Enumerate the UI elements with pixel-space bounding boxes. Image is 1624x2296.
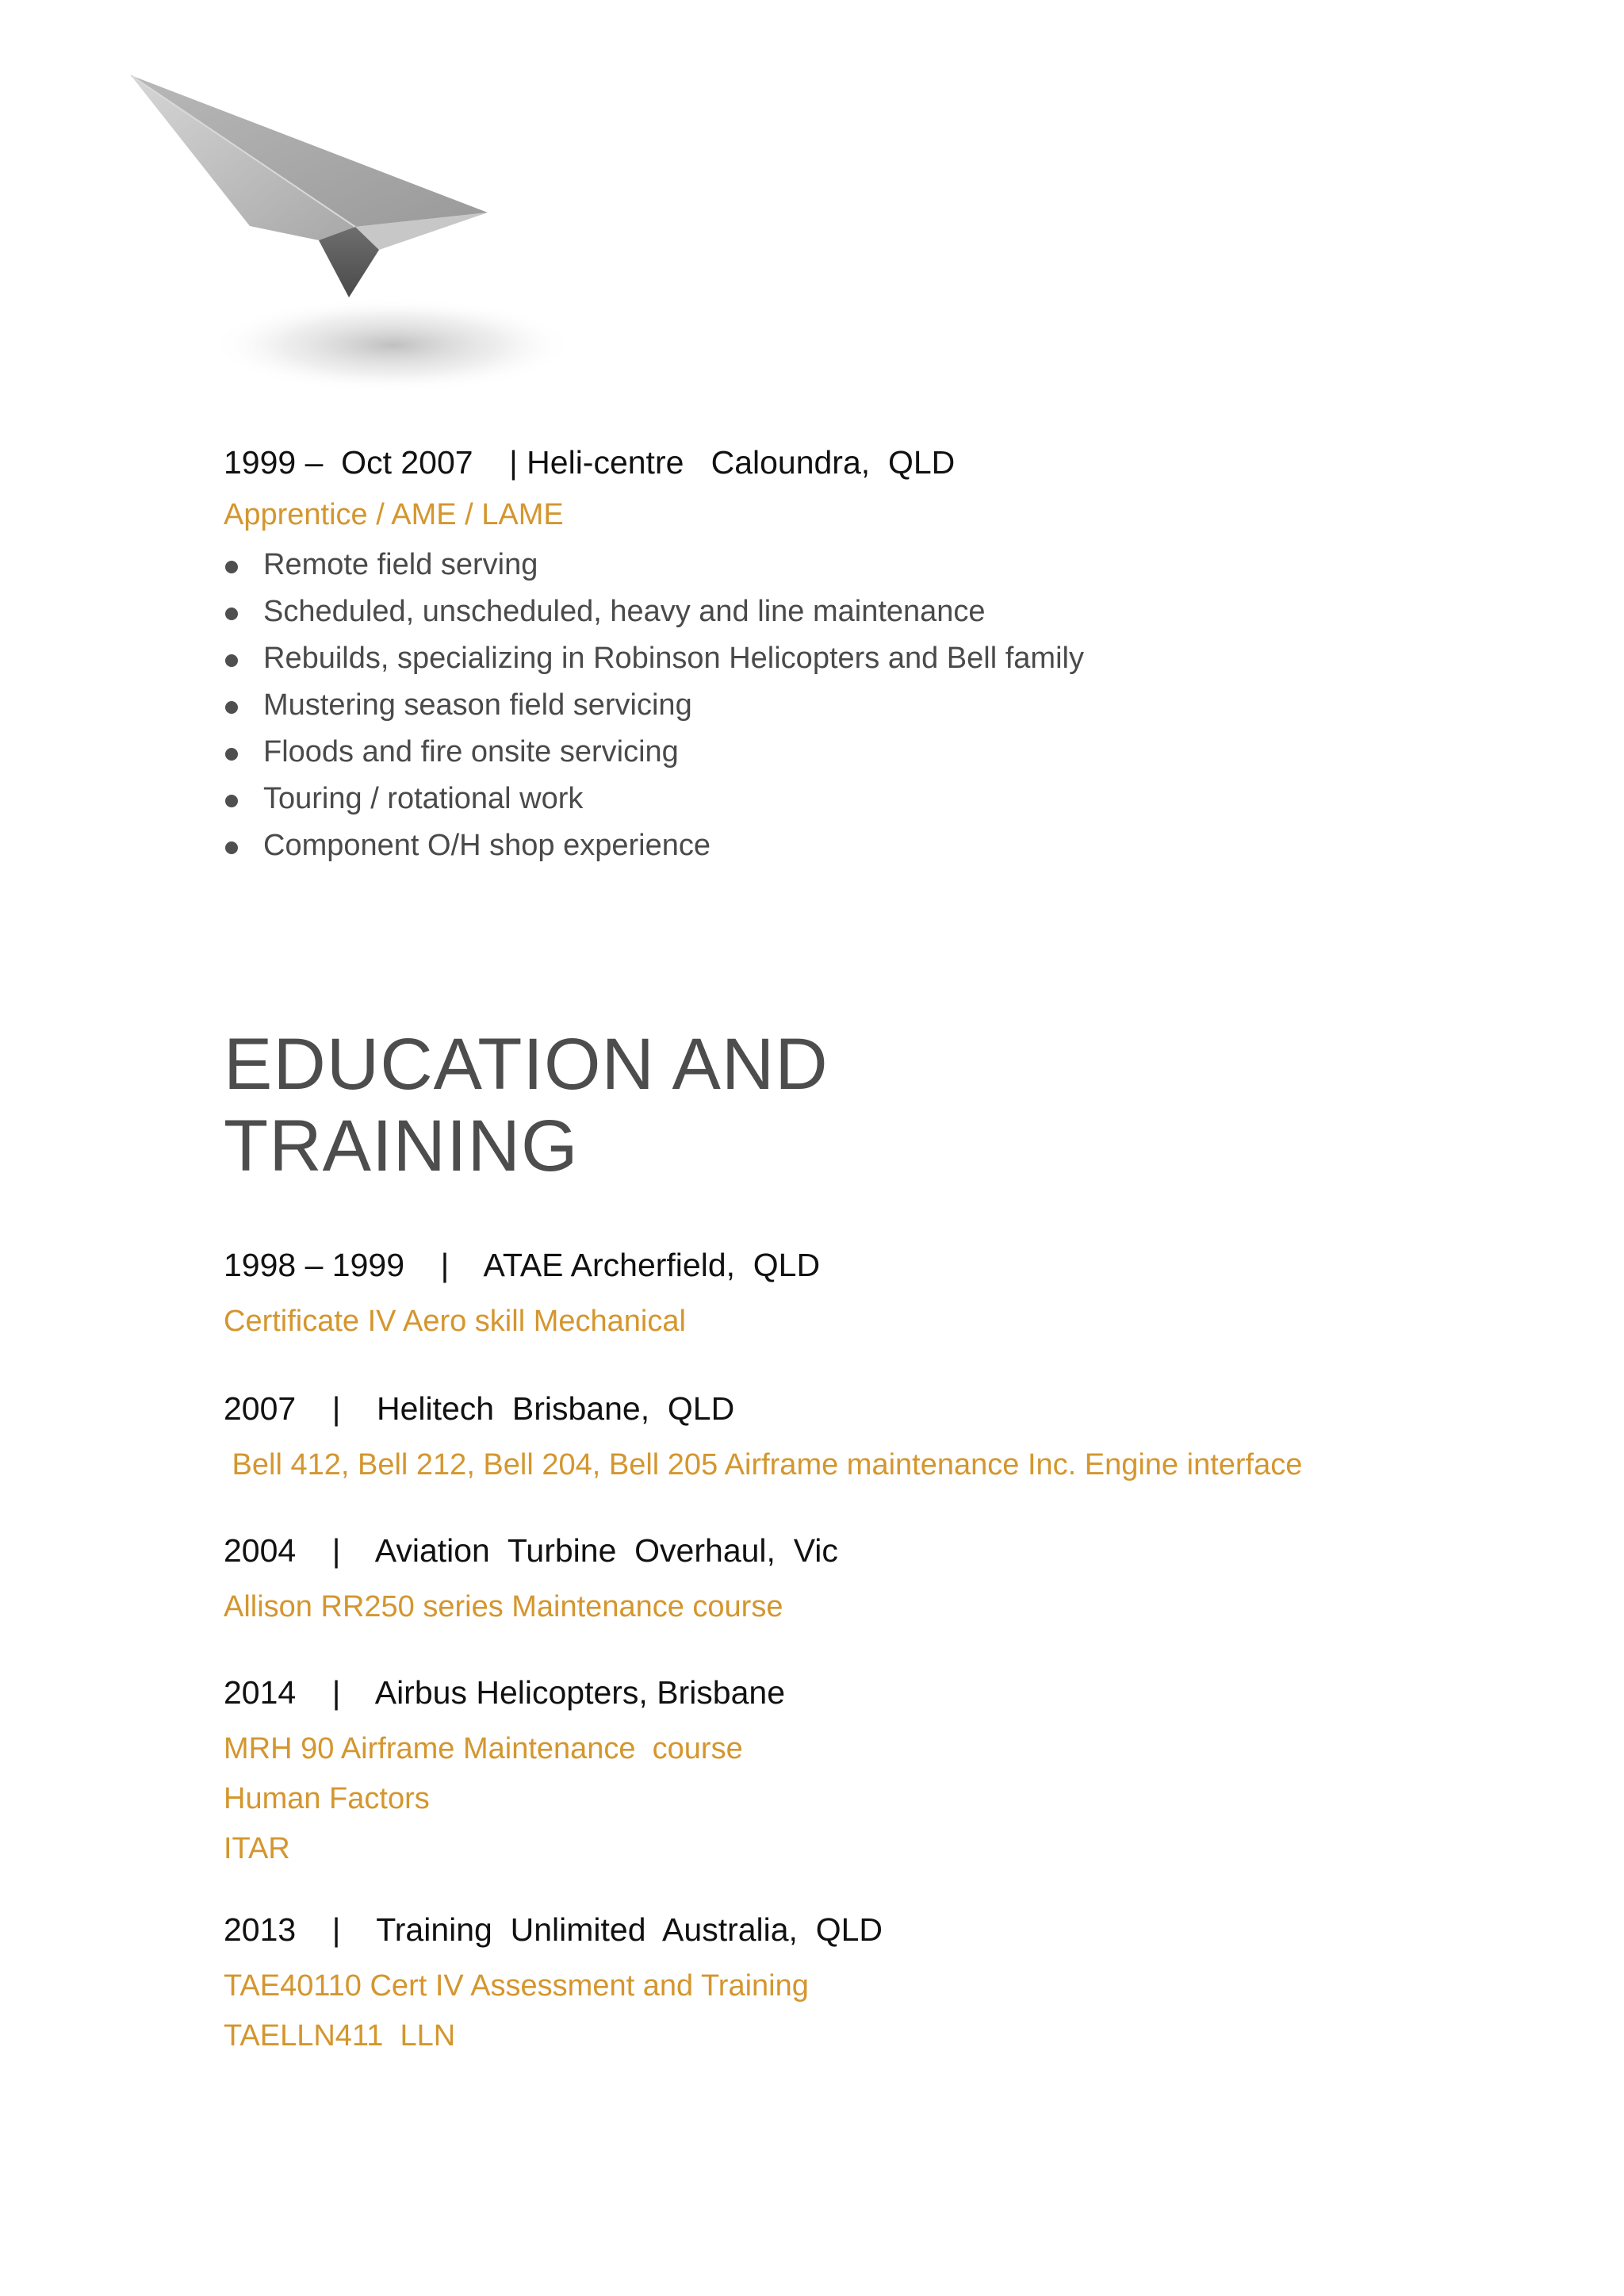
education-heading: 2014 | Airbus Helicopters, Brisbane [224, 1674, 786, 1711]
education-entry-aviation-turbine [224, 1528, 1461, 1632]
education-entry-training-unlimited [224, 1907, 1461, 2061]
experience-role: Apprentice / AME / LAME [224, 498, 564, 531]
bullet-dot-icon [225, 608, 238, 620]
list-item: Rebuilds, specializing in Robinson Helicopters and Bell family [224, 635, 1461, 682]
bullet-dot-icon [225, 561, 238, 573]
education-item: MRH 90 Airframe Maintenance course [224, 1732, 743, 1765]
education-heading: 2007 | Helitech Brisbane, QLD [224, 1390, 735, 1427]
list-item: Component O/H shop experience [224, 822, 1461, 869]
education-item: Bell 412, Bell 212, Bell 204, Bell 205 Airframe maintenance Inc. Engine interface [224, 1448, 1303, 1481]
list-item: Mustering season field servicing [224, 682, 1461, 729]
list-item: Floods and fire onsite servicing [224, 729, 1461, 776]
list-item: Remote field serving [224, 542, 1461, 588]
resume-content [224, 440, 1461, 2061]
education-heading: 2013 | Training Unlimited Australia, QLD [224, 1911, 883, 1948]
education-entry-atae [224, 1243, 1461, 1347]
experience-heading: 1999 – Oct 2007 | Heli-centre Caloundra, QLD [224, 444, 956, 481]
list-item: Touring / rotational work [224, 776, 1461, 822]
education-item: TAE40110 Cert IV Assessment and Training [224, 1969, 809, 2003]
duties-list [224, 542, 1461, 869]
education-item: ITAR [224, 1832, 290, 1865]
bullet-dot-icon [225, 841, 238, 854]
education-heading: 1998 – 1999 | ATAE Archerfield, QLD [224, 1247, 821, 1283]
education-heading: 2004 | Aviation Turbine Overhaul, Vic [224, 1532, 838, 1569]
list-item: Scheduled, unscheduled, heavy and line maintenance [224, 588, 1461, 635]
bullet-dot-icon [225, 701, 238, 714]
education-item: Certificate IV Aero skill Mechanical [224, 1305, 686, 1338]
paper-plane-icon [119, 63, 626, 397]
bullet-dot-icon [225, 748, 238, 761]
bullet-dot-icon [225, 654, 238, 667]
experience-entry [224, 440, 1461, 869]
education-item: Allison RR250 series Maintenance course [224, 1590, 783, 1623]
education-entry-helitech [224, 1386, 1461, 1490]
section-title-education: EDUCATION AND TRAINING [224, 1024, 829, 1186]
education-item: Human Factors [224, 1782, 430, 1815]
education-item: TAELLN411 LLN [224, 2019, 456, 2053]
education-entry-airbus [224, 1670, 1461, 1874]
bullet-dot-icon [225, 795, 238, 807]
